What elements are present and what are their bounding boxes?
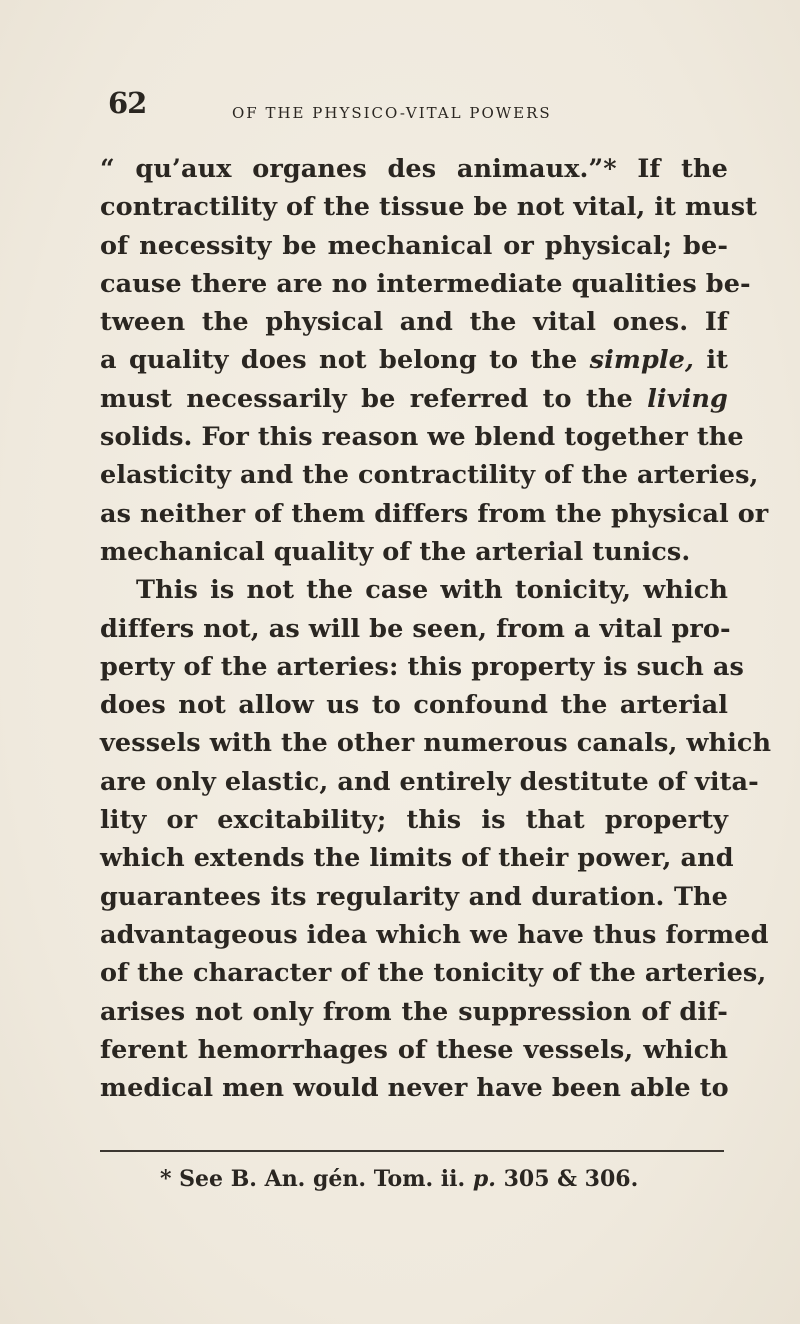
text-line: perty of the arteries: this property is such as xyxy=(100,651,745,682)
text-line: of necessity be mechanical or physical; be- xyxy=(100,230,728,261)
text-line: arises not only from the suppression of dif- xyxy=(100,996,728,1027)
text-line xyxy=(100,341,728,379)
footnote-pages: 305 & 306. xyxy=(503,1166,639,1192)
text-line: lity or excitability; this is that property xyxy=(100,805,728,836)
text-line: as neither of them differs from the physical or xyxy=(100,498,769,529)
text-line: contractility of the tissue be not vital, it must xyxy=(100,192,758,223)
running-head xyxy=(100,86,730,126)
footnote-rule xyxy=(100,1150,724,1152)
footnote xyxy=(160,1166,638,1192)
text-line: tween the physical and the vital ones. If xyxy=(100,307,728,338)
text-line: cause there are no intermediate qualities be- xyxy=(100,268,751,299)
text-line: solids. For this reason we blend together the xyxy=(100,422,744,453)
text-line: ferent hemorrhages of these vessels, which xyxy=(100,1034,728,1065)
page-number: 62 xyxy=(108,86,147,120)
italic-word: simple, xyxy=(589,345,694,376)
text-line: which extends the limits of their power, and xyxy=(100,843,734,874)
footnote-italic: p. xyxy=(472,1166,496,1192)
body-text xyxy=(100,150,772,1107)
text-line: guarantees its regularity and duration. The xyxy=(100,881,728,912)
italic-word: living xyxy=(647,383,728,414)
footnote-text: * See B. An. gén. Tom. ii. xyxy=(160,1166,466,1192)
text-line: elasticity and the contractility of the arteries, xyxy=(100,460,759,491)
text-line: of the character of the tonicity of the arteries, xyxy=(100,958,767,989)
running-head-title: OF THE PHYSICO-VITAL POWERS xyxy=(232,104,552,122)
text-segment: must necessarily be referred to the xyxy=(100,383,633,414)
text-line: This is not the case with tonicity, which xyxy=(136,575,728,606)
text-line: mechanical quality of the arterial tunics. xyxy=(100,536,691,567)
text-segment: a quality does not belong to the xyxy=(100,345,578,376)
text-segment: it xyxy=(706,345,729,376)
text-line: “ qu’aux organes des animaux.”* If the xyxy=(100,154,728,184)
text-line xyxy=(100,380,728,418)
text-line: are only elastic, and entirely destitute of vita- xyxy=(100,766,759,797)
text-line: advantageous idea which we have thus formed xyxy=(100,919,769,950)
text-line: medical men would never have been able to xyxy=(100,1073,729,1104)
text-line: differs not, as will be seen, from a vital pro- xyxy=(100,613,731,644)
text-line: does not allow us to confound the arterial xyxy=(100,690,728,721)
text-line: vessels with the other numerous canals, which xyxy=(100,728,772,759)
